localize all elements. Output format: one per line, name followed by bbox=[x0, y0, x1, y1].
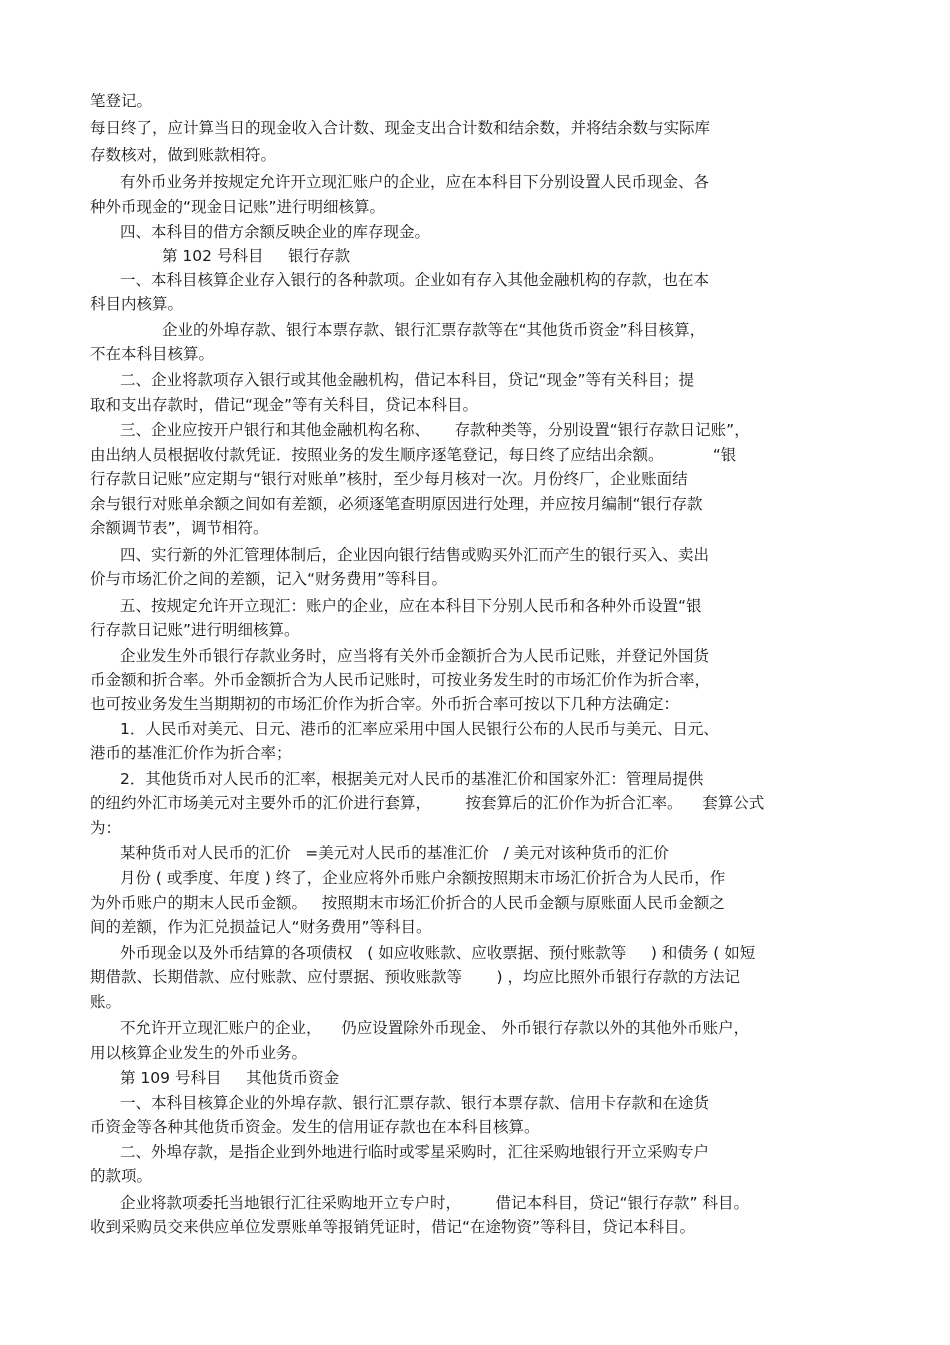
text-line: 外币现金以及外币结算的各项债权 ( 如应收账款、应收票据、预付账款等 ) 和债务 ( 如短 bbox=[120, 944, 756, 962]
text-line: 四、实行新的外汇管理体制后，企业因向银行结售或购买外汇而产生的银行买入、卖出 bbox=[120, 546, 710, 564]
text-line: 币资金等各种其他货币资金。发生的信用证存款也在本科目核算。 bbox=[90, 1118, 540, 1136]
text-line: 存数核对，做到账款相符。 bbox=[90, 146, 277, 164]
text-line: 账。 bbox=[90, 993, 122, 1011]
text-line: 笔登记。 bbox=[90, 92, 153, 110]
formula-line: 某种货币对人民币的汇价 =美元对人民币的基准汇价 / 美元对该种货币的汇价 bbox=[120, 844, 669, 862]
text-line: 也可按业务发生当期期初的市场汇价作为折合宰。外币折合率可按以下几种方法确定： bbox=[90, 695, 680, 713]
text-line: 企业的外埠存款、银行本票存款、银行汇票存款等在“其他货币资金”科目核算， bbox=[162, 321, 706, 339]
text-line: 每日终了，应计算当日的现金收入合计数、现金支出合计数和结余数，并将结余数与实际库 bbox=[90, 119, 711, 137]
section-heading: 第 102 号科目 银行存款 bbox=[162, 247, 351, 265]
text-line: 2．其他货币对人民币的汇率，根据美元对人民币的基准汇价和国家外汇：管理局提供 bbox=[120, 770, 704, 788]
section-heading: 第 109 号科目 其他货币资金 bbox=[120, 1069, 340, 1087]
text-line: 余与银行对账单余额之间如有差额，必须逐笔查明原因进行处理，并应按月编制“银行存款 bbox=[90, 495, 703, 513]
text-line: 二、外埠存款，是指企业到外地进行临时或零星采购时，汇往采购地银行开立采购专户 bbox=[120, 1143, 710, 1161]
text-line: 不允许开立现汇账户的企业， 仍应设置除外币现金、 外币银行存款以外的其他外币账户， bbox=[120, 1019, 750, 1037]
text-line: 的纽约外汇市场美元对主要外币的汇价进行套算， 按套算后的汇价作为折合汇率。 套算公式 bbox=[90, 794, 765, 812]
text-line: 币金额和折合率。外币金额折合为人民币记账时，可按业务发生时的市场汇价作为折合率， bbox=[90, 671, 711, 689]
text-line: 企业将款项委托当地银行汇往采购地开立专户时， 借记本科目，贷记“银行存款” 科目。 bbox=[120, 1194, 749, 1212]
text-line: 科目内核算。 bbox=[90, 295, 184, 313]
text-line: 二、企业将款项存入银行或其他金融机构，借记本科目，贷记“现金”等有关科目；提 bbox=[120, 371, 695, 389]
text-line: 不在本科目核算。 bbox=[90, 345, 215, 363]
text-line: 行存款日记账”进行明细核算。 bbox=[90, 621, 300, 639]
text-line: 价与市场汇价之间的差额，记入“财务费用”等科目。 bbox=[90, 570, 448, 588]
text-line: 有外币业务并按规定允许开立现汇账户的企业，应在本科目下分别设置人民币现金、各 bbox=[120, 173, 710, 191]
text-line: 余额调节表”，调节相符。 bbox=[90, 519, 269, 537]
text-line: 月份 ( 或季度、年度 ) 终了，企业应将外币账户余额按照期末市场汇价折合为人民币，作 bbox=[120, 869, 726, 887]
text-line: 一、本科目核算企业存入银行的各种款项。企业如有存入其他金融机构的存款，也在本 bbox=[120, 271, 710, 289]
text-line: 三、企业应按开户银行和其他金融机构名称、 存款种类等，分别设置“银行存款日记账”， bbox=[120, 421, 750, 439]
text-line: 由出纳人员根据收付款凭证．按照业务的发生顺序逐笔登记，每日终了应结出余额。 “银 bbox=[90, 446, 737, 464]
text-line: 间的差额，作为汇兑损益记人“财务费用”等科目。 bbox=[90, 918, 432, 936]
text-line: 行存款日记账”应定期与“银行对账单”核肘，至少每月核对一次。月份终厂，企业账面结 bbox=[90, 470, 688, 488]
text-line: 港币的基准汇价作为折合率； bbox=[90, 744, 292, 762]
text-line: 用以核算企业发生的外币业务。 bbox=[90, 1044, 308, 1062]
text-line: 四、本科目的借方余额反映企业的库存现金。 bbox=[120, 223, 431, 241]
text-line: 一、本科目核算企业的外埠存款、银行汇票存款、银行本票存款、信用卡存款和在途货 bbox=[120, 1094, 710, 1112]
text-line: 种外币现金的“现金日记账”进行明细核算。 bbox=[90, 198, 386, 216]
text-line: 期借款、长期借款、应付账款、应付票据、预收账款等 ) ，均应比照外币银行存款的方法记 bbox=[90, 968, 740, 986]
text-line: 五、按规定允许开立现汇：账户的企业，应在本科目下分别人民币和各种外币设置“银 bbox=[120, 597, 702, 615]
text-line: 取和支出存款时，借记“现金”等有关科目，贷记本科目。 bbox=[90, 396, 479, 414]
text-line: 1．人民币对美元、日元、港币的汇率应采用中国人民银行公布的人民币与美元、日元、 bbox=[120, 720, 719, 738]
text-line: 为外币账户的期末人民币金额。 按照期末市场汇价折合的人民币金额与原账面人民币金额之 bbox=[90, 894, 725, 912]
text-line: 为： bbox=[90, 819, 122, 837]
text-line: 收到采购员交来供应单位发票账单等报销凭证时，借记“在途物资”等科目，贷记本科目。 bbox=[90, 1218, 696, 1236]
text-line: 企业发生外币银行存款业务时，应当将有关外币金额折合为人民币记账，并登记外国货 bbox=[120, 647, 710, 665]
text-line: 的款项。 bbox=[90, 1167, 153, 1185]
